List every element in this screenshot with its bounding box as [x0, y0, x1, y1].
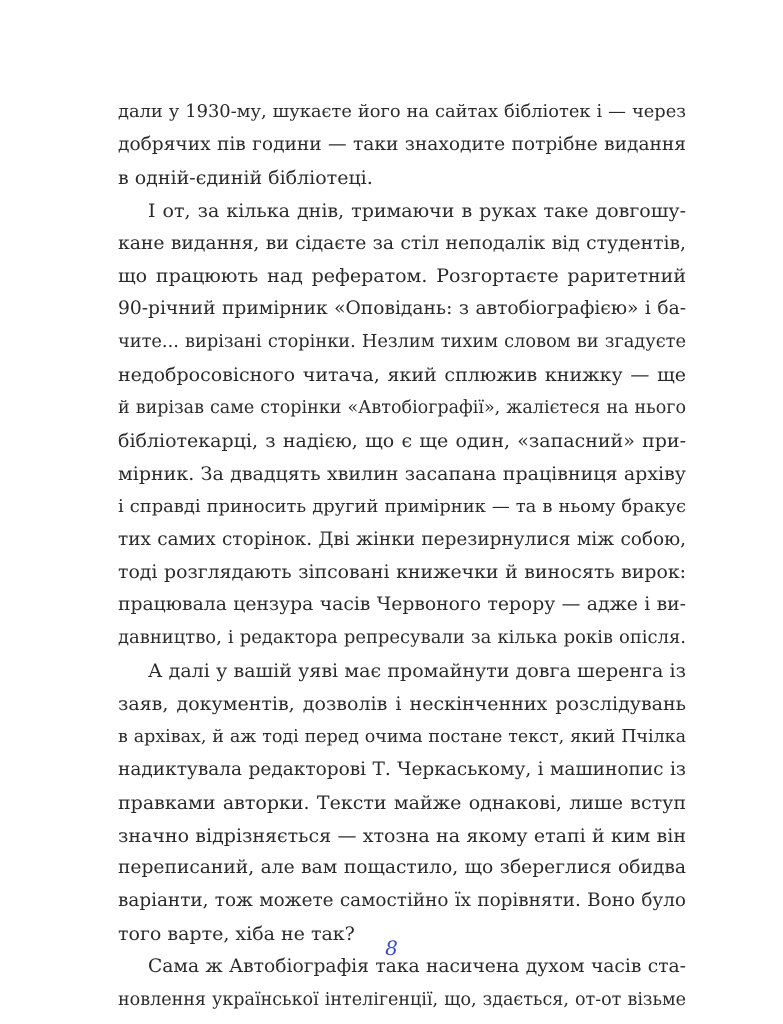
body-text [118, 96, 686, 1017]
text-line: давництво, і редактора репресували за кілька років опісля. [118, 627, 686, 649]
text-line: надиктувала редакторові Т. Черкаському, і машинопис із [118, 758, 686, 780]
text-line: працювала цензура часів Червоного терору — адже і ви- [118, 594, 686, 616]
text-line: переписаний, але вам пощастило, що збереглися обидва [118, 857, 686, 879]
text-line: дали у 1930-му, шукаєте його на сайтах бібліотек і — через [118, 101, 686, 122]
paragraph-first-line: І от, за кілька днів, тримаючи в руках таке довгошу- [148, 199, 686, 222]
text-line: мірник. За двадцять хвилин засапана працівниця архіву [118, 462, 686, 485]
paragraph-first-line: Сама ж Автобіографія така насичена духом часів ста- [148, 956, 686, 978]
text-line: в одній-єдиній бібліотеці. [118, 166, 373, 189]
text-line: бібліотекарці, з надією, що є ще один, «запасний» при- [118, 429, 686, 452]
text-line: значно відрізняється — хтозна на якому етапі й ким він [118, 824, 686, 847]
text-line: що працюють над рефератом. Розгортаєте раритетний [118, 265, 686, 288]
text-line: того варте, хіба не так? [118, 923, 355, 946]
text-line: варіанти, тож можете самостійно їх порівняти. Воно було [118, 890, 686, 912]
text-line: кане видання, ви сідаєте за стіл неподалік від студентів, [118, 232, 686, 254]
text-line: чите... вирізані сторінки. Незлим тихим словом ви згадуєте [118, 331, 686, 353]
text-line: 90-річний примірник «Оповідань: з автобіографією» і ба- [118, 298, 686, 320]
paragraph-first-line: А далі у вашій уяві має промайнути довга шеренга із [148, 660, 686, 683]
text-line: в архівах, й аж тоді перед очима постане текст, який Пчілка [118, 726, 686, 747]
text-line: тих самих сторінок. Дві жінки перезирнулися між собою, [118, 528, 686, 550]
text-line: новлення української інтелігенції, що, здається, от-от візьме [118, 990, 686, 1011]
text-line: недобросовісного читача, який сплюжив книжку — ще [118, 364, 686, 387]
text-line: і справді приносить другий примірник — та в ньому бракує [118, 495, 686, 517]
text-line: й вирізав саме сторінки «Автобіографії», жалієтеся на нього [118, 398, 686, 419]
text-line: правками авторки. Тексти майже однакові, лише вступ [118, 791, 686, 814]
page-number: 8 [385, 936, 398, 960]
text-line: тоді розглядають зіпсовані книжечки й виносять вирок: [118, 561, 686, 584]
text-line: заяв, документів, дозволів і нескінченних розслідувань [118, 693, 686, 716]
text-line: добрячих пів години — таки знаходите потрібне видання [118, 133, 686, 155]
